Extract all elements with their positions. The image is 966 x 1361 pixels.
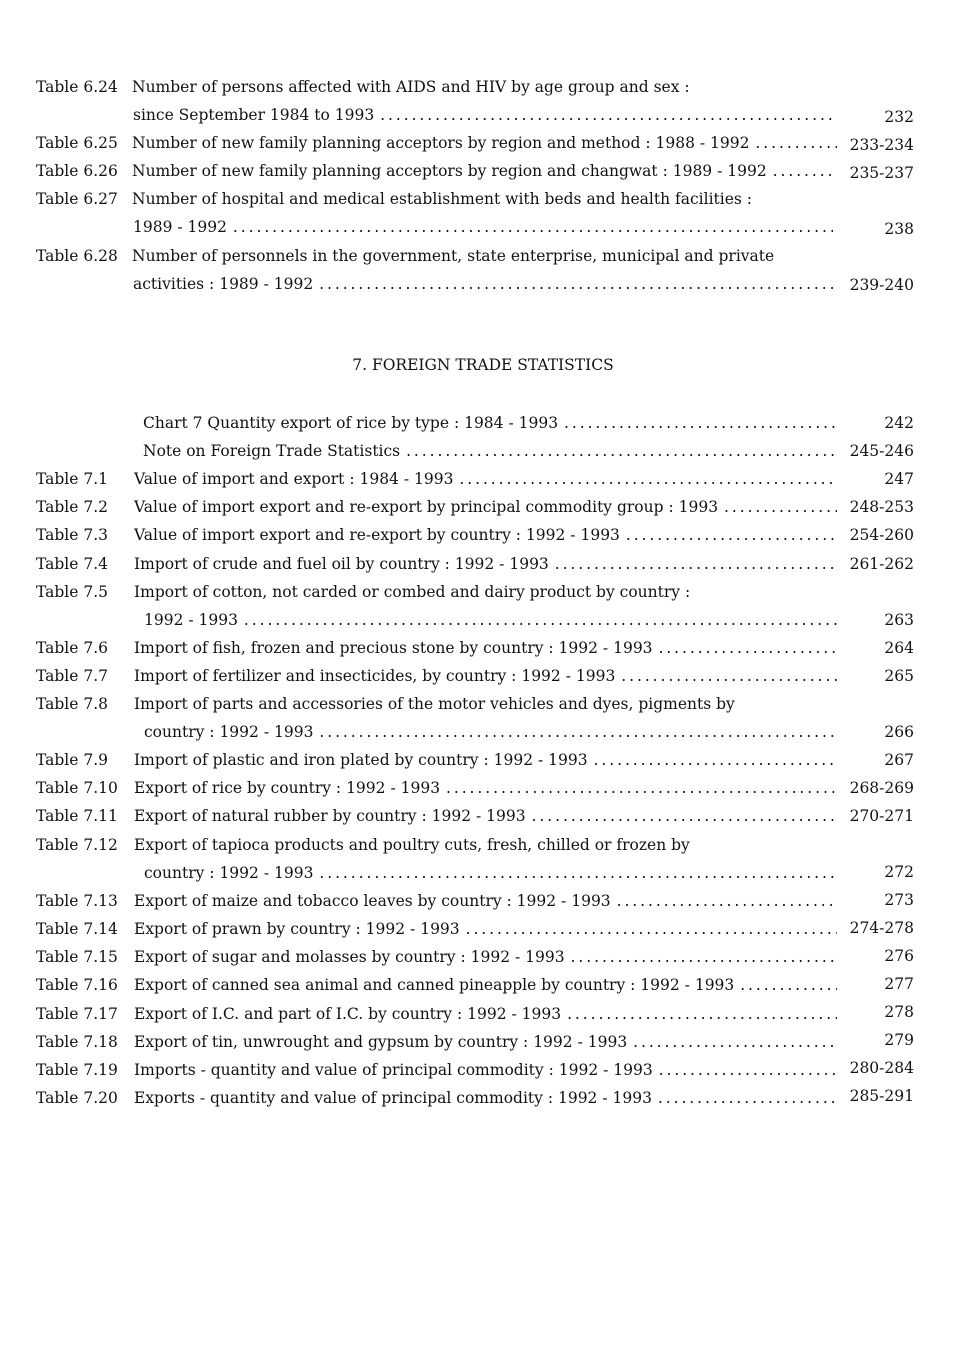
page-number: 261-262	[849, 555, 914, 573]
entry-title: Number of new family planning acceptors by region and changwat : 1989 - 1992 . . .	[132, 160, 837, 182]
entry-label: Table 7.8	[36, 695, 109, 713]
page-number: 280-284	[849, 1059, 914, 1077]
page-number: 265	[884, 667, 914, 685]
entry-title: Value of import and export : 1984 - 1993 . . .	[134, 468, 837, 490]
page-number: 268-269	[849, 779, 914, 797]
entry-title: Import of cotton, not carded or combed and dairy product by country :	[134, 583, 691, 601]
entry-label: Table 7.19	[36, 1061, 118, 1079]
entry-title: Export of sugar and molasses by country : 1992 - 1993 . . .	[134, 946, 837, 968]
entry-title: Number of personnels in the government, state enterprise, municipal and private	[132, 247, 775, 265]
page-number: 270-271	[849, 807, 914, 825]
entry-title: Number of new family planning acceptors by region and method : 1988 - 1992 . . .	[132, 132, 837, 154]
page-number: 274-278	[849, 919, 914, 937]
page-number: 263	[884, 611, 914, 629]
entry-title: Value of import export and re-export by country : 1992 - 1993 . . .	[134, 524, 837, 546]
entry-title-cont: country : 1992 - 1993 . . .	[144, 862, 837, 884]
page-number: 254-260	[849, 526, 914, 544]
page-number: 232	[884, 108, 914, 126]
entry-title: Import of fertilizer and insecticides, by country : 1992 - 1993 . . .	[134, 665, 837, 687]
entry-label: Table 7.18	[36, 1033, 118, 1051]
page-number: 239-240	[849, 276, 914, 294]
entry-title: Export of tin, unwrought and gypsum by country : 1992 - 1993 . . .	[134, 1031, 837, 1053]
entry-title: Import of plastic and iron plated by country : 1992 - 1993 . . .	[134, 749, 837, 771]
entry-label: Table 6.24	[36, 78, 118, 96]
entry-title: Imports - quantity and value of principal commodity : 1992 - 1993 . . .	[134, 1059, 837, 1081]
entry-title: Exports - quantity and value of principal commodity : 1992 - 1993 . . .	[134, 1087, 837, 1109]
entry-title: Export of maize and tobacco leaves by country : 1992 - 1993 . . .	[134, 890, 837, 912]
page-number: 279	[884, 1031, 914, 1049]
entry-label: Table 7.3	[36, 526, 109, 544]
entry-title-cont: 1992 - 1993 . . .	[144, 609, 837, 631]
entry-title: Import of parts and accessories of the motor vehicles and dyes, pigments by	[134, 695, 735, 713]
page-number: 233-234	[849, 136, 914, 154]
entry-title: Chart 7 Quantity export of rice by type : 1984 - 1993 . . .	[143, 412, 837, 434]
entry-label: Table 7.14	[36, 920, 118, 938]
entry-title: Number of persons affected with AIDS and HIV by age group and sex :	[132, 78, 690, 96]
page-number: 276	[884, 947, 914, 965]
entry-label: Table 7.7	[36, 667, 109, 685]
entry-label: Table 7.12	[36, 836, 118, 854]
entry-label: Table 7.5	[36, 583, 109, 601]
entry-label: Table 7.6	[36, 639, 109, 657]
page-number: 267	[884, 751, 914, 769]
entry-label: Table 7.1	[36, 470, 109, 488]
page-number: 285-291	[849, 1087, 914, 1105]
entry-title-cont: 1989 - 1992 . . .	[133, 216, 833, 238]
entry-label: Table 6.27	[36, 190, 118, 208]
entry-label: Table 7.16	[36, 976, 118, 994]
entry-title: Export of natural rubber by country : 1992 - 1993 . . .	[134, 805, 837, 827]
entry-label: Table 7.11	[36, 807, 118, 825]
page-number: 238	[884, 220, 914, 238]
entry-label: Table 7.13	[36, 892, 118, 910]
page-number: 266	[884, 723, 914, 741]
entry-title: Export of prawn by country : 1992 - 1993 . . .	[134, 918, 837, 940]
entry-label: Table 7.10	[36, 779, 118, 797]
page-number: 272	[884, 863, 914, 881]
entry-title: Number of hospital and medical establishment with beds and health facilities :	[132, 190, 752, 208]
page-number: 264	[884, 639, 914, 657]
entry-title: Export of canned sea animal and canned pineapple by country : 1992 - 1993 . . .	[134, 974, 837, 996]
entry-title: Export of rice by country : 1992 - 1993 . . .	[134, 777, 837, 799]
entry-label: Table 7.15	[36, 948, 118, 966]
entry-label: Table 7.20	[36, 1089, 118, 1107]
entry-title-cont: since September 1984 to 1993 . . .	[133, 104, 833, 126]
entry-title: Import of crude and fuel oil by country : 1992 - 1993 . . .	[134, 553, 837, 575]
entry-label: Table 7.2	[36, 498, 109, 516]
entry-title-cont: activities : 1989 - 1992 . . .	[133, 273, 833, 295]
entry-title: Export of I.C. and part of I.C. by country : 1992 - 1993 . . .	[134, 1003, 837, 1025]
entry-title: Export of tapioca products and poultry cuts, fresh, chilled or frozen by	[134, 836, 690, 854]
entry-label: Table 7.4	[36, 555, 109, 573]
entry-title: Value of import export and re-export by principal commodity group : 1993 . . .	[134, 496, 837, 518]
page-number: 242	[884, 414, 914, 432]
entry-title: Import of fish, frozen and precious stone by country : 1992 - 1993 . . .	[134, 637, 837, 659]
page-number: 273	[884, 891, 914, 909]
page-number: 277	[884, 975, 914, 993]
page-number: 247	[884, 470, 914, 488]
entry-label: Table 6.28	[36, 247, 118, 265]
entry-label: Table 6.26	[36, 162, 118, 180]
entry-label: Table 7.9	[36, 751, 109, 769]
entry-label: Table 6.25	[36, 134, 118, 152]
entry-title-cont: country : 1992 - 1993 . . .	[144, 721, 837, 743]
page-number: 235-237	[849, 164, 914, 182]
page-number: 245-246	[849, 442, 914, 460]
section-heading: 7. FOREIGN TRADE STATISTICS	[352, 356, 614, 374]
page-number: 278	[884, 1003, 914, 1021]
entry-title: Note on Foreign Trade Statistics . . .	[143, 440, 837, 462]
entry-label: Table 7.17	[36, 1005, 118, 1023]
page-number: 248-253	[849, 498, 914, 516]
